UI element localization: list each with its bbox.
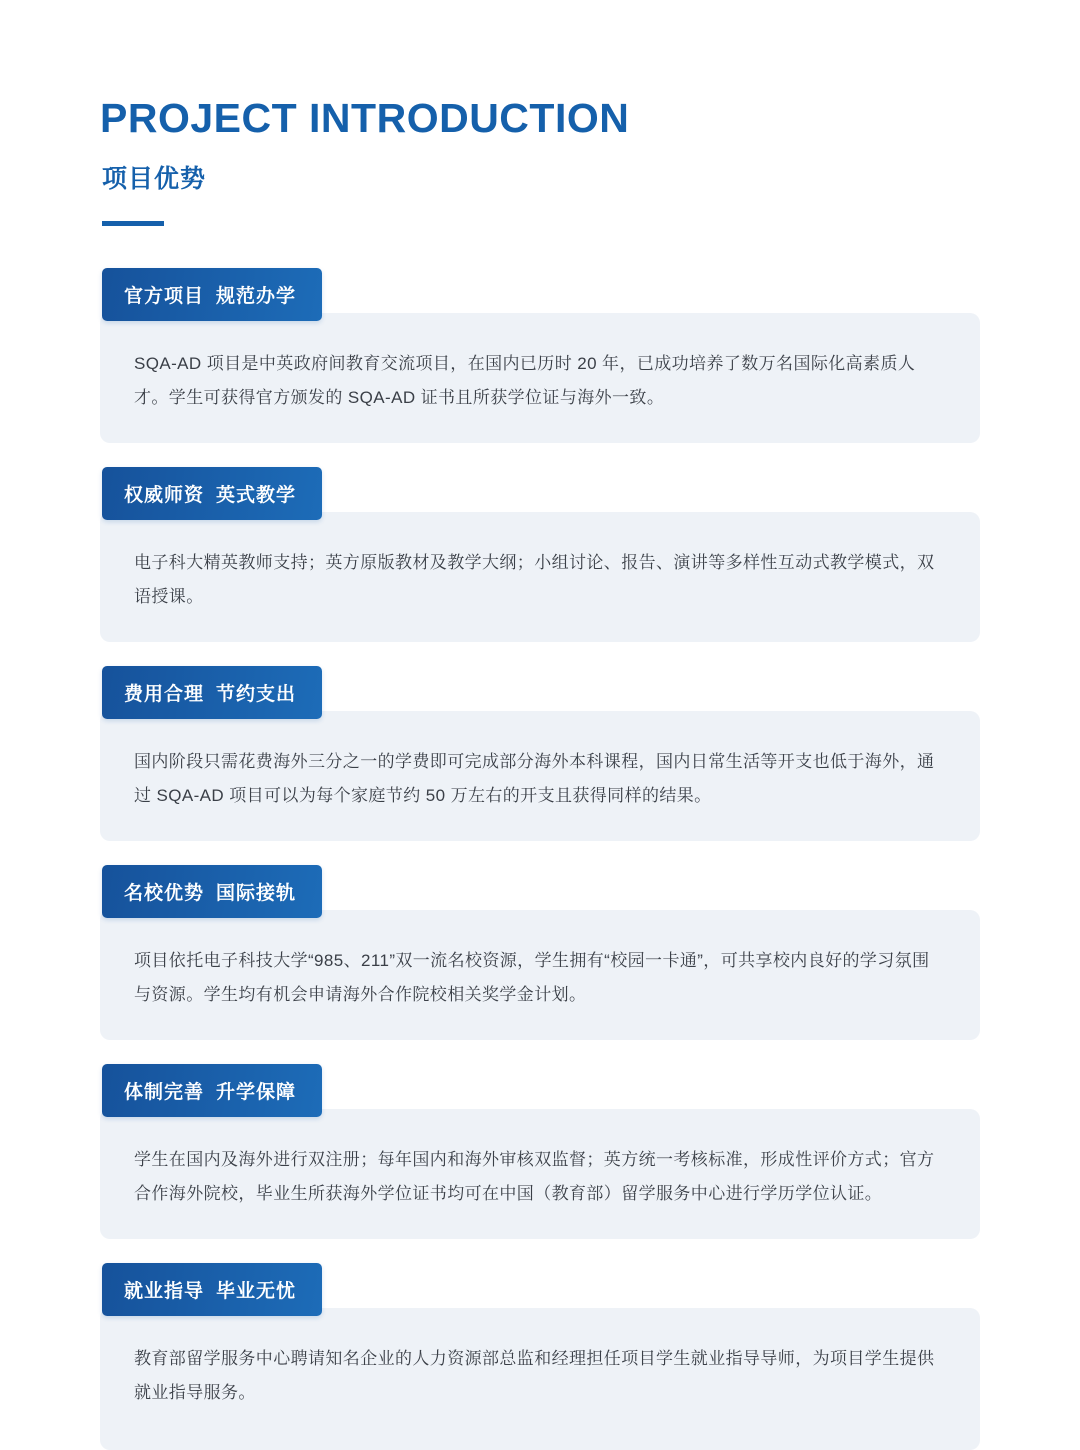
section-tag-right: 节约支出 <box>216 684 297 706</box>
section-tag-right: 国际接轨 <box>216 883 297 905</box>
section-tag-right: 毕业无忧 <box>216 1281 297 1303</box>
section-body <box>100 313 980 443</box>
section-tag-right: 英式教学 <box>216 485 297 507</box>
section-tag-left: 费用合理 <box>124 684 205 706</box>
section-tag <box>102 268 322 321</box>
advantage-section <box>100 1064 980 1239</box>
section-body <box>100 512 980 642</box>
section-tag-left: 权威师资 <box>124 485 205 507</box>
section-tag <box>102 1064 322 1117</box>
section-tag <box>102 865 322 918</box>
section-body <box>100 910 980 1040</box>
section-body-text: 国内阶段只需花费海外三分之一的学费即可完成部分海外本科课程，国内日常生活等开支也低于海外，通过 SQA-AD 项目可以为每个家庭节约 50 万左右的开支且获得同样的结果。 <box>134 752 935 806</box>
section-body-text: 教育部留学服务中心聘请知名企业的人力资源部总监和经理担任项目学生就业指导导师，为项目学生提供就业指导服务。 <box>134 1349 935 1403</box>
section-tag-left: 体制完善 <box>124 1082 205 1104</box>
section-body-text: SQA-AD 项目是中英政府间教育交流项目，在国内已历时 20 年，已成功培养了数万名国际化高素质人才。学生可获得官方颁发的 SQA-AD 证书且所获学位证与海外一致。 <box>134 354 916 408</box>
section-tag-right: 升学保障 <box>216 1082 297 1104</box>
section-body-text: 学生在国内及海外进行双注册；每年国内和海外审核双监督；英方统一考核标准，形成性评价方式；官方合作海外院校，毕业生所获海外学位证书均可在中国（教育部）留学服务中心进行学历学位认证。 <box>134 1150 935 1204</box>
advantage-section <box>100 865 980 1040</box>
section-tag-left: 官方项目 <box>124 286 205 308</box>
advantages-list <box>100 268 980 1450</box>
section-tag <box>102 1263 322 1316</box>
section-body <box>100 1109 980 1239</box>
title-underline-rule <box>102 221 164 226</box>
section-body-text: 项目依托电子科技大学“985、211”双一流名校资源，学生拥有“校园一卡通”，可共享校内良好的学习氛围与资源。学生均有机会申请海外合作院校相关奖学金计划。 <box>134 951 930 1005</box>
section-tag-left: 名校优势 <box>124 883 205 905</box>
section-tag-left: 就业指导 <box>124 1281 205 1303</box>
section-tag-right: 规范办学 <box>216 286 297 308</box>
advantage-section <box>100 666 980 841</box>
advantage-section <box>100 268 980 443</box>
section-tag <box>102 666 322 719</box>
advantage-section <box>100 1263 980 1450</box>
section-body-text: 电子科大精英教师支持；英方原版教材及教学大纲；小组讨论、报告、演讲等多样性互动式教学模式，双语授课。 <box>134 553 935 607</box>
page-header <box>100 0 980 226</box>
page-title: PROJECT INTRODUCTION <box>100 95 630 141</box>
section-body <box>100 711 980 841</box>
advantage-section <box>100 467 980 642</box>
page-subtitle: 项目优势 <box>102 165 207 194</box>
section-body <box>100 1308 980 1450</box>
section-tag <box>102 467 322 520</box>
